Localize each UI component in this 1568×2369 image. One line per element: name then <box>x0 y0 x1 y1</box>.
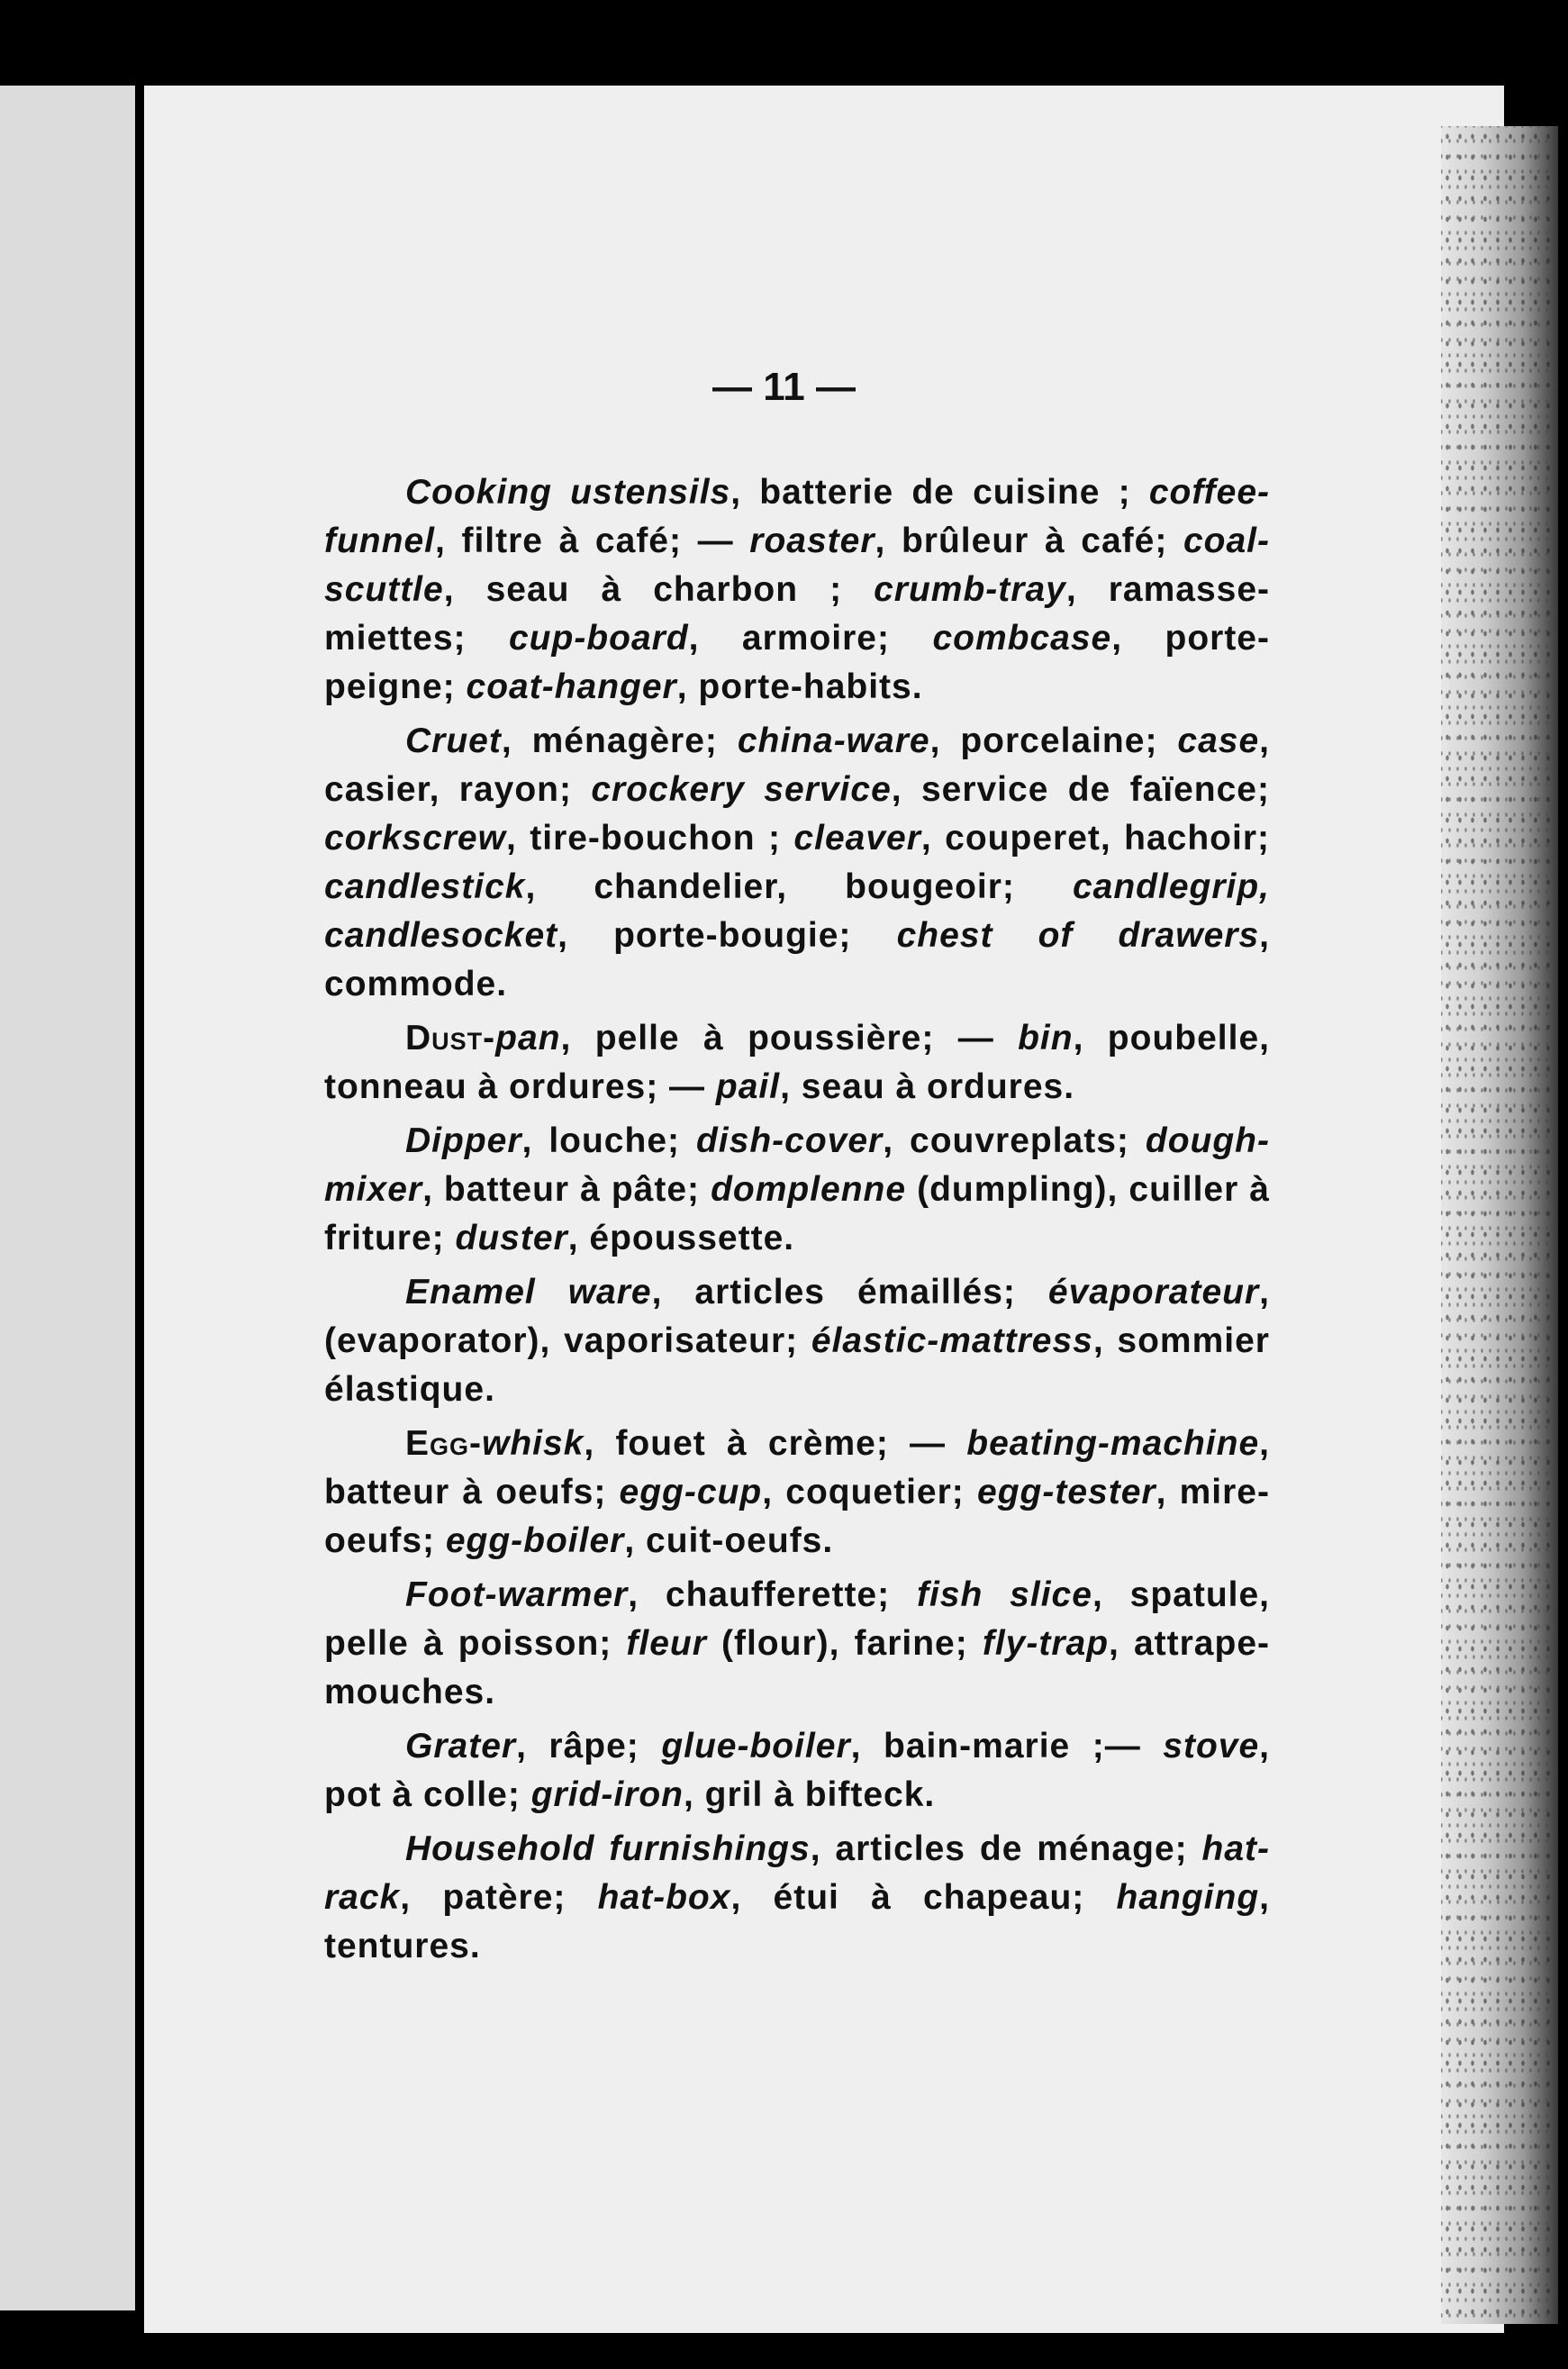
entry-term: candlegrip, candlesocket <box>324 867 1270 955</box>
entry-text: , armoire; <box>688 619 933 658</box>
entry-term: élastic-mattress <box>811 1321 1093 1360</box>
entry-term: hat-box <box>597 1878 731 1917</box>
entry-term: évaporateur <box>1047 1273 1260 1312</box>
entry-text: , fouet à crème; — <box>584 1424 967 1463</box>
entry-text: , porte-bougie; <box>557 916 897 955</box>
entry-text: , cuit-oeufs. <box>624 1521 834 1560</box>
entry-text: , commode. <box>324 916 1270 1003</box>
entry-term: chest of drawers <box>896 916 1260 955</box>
entry-text: , couperet, hachoir; <box>920 819 1270 858</box>
entry-term: Cooking ustensils <box>405 473 731 512</box>
dictionary-entry <box>324 717 1270 1009</box>
entry-text: , bain-marie ;— <box>850 1727 1164 1765</box>
entry-text: , mire-oeufs; <box>324 1473 1270 1560</box>
entry-term: Enamel ware <box>405 1273 652 1312</box>
dictionary-entry <box>324 1420 1270 1566</box>
entry-term: Dipper <box>405 1121 522 1160</box>
entry-text: , louche; <box>521 1121 696 1160</box>
entry-term-caps: Dust <box>405 1019 484 1057</box>
entry-term: fleur <box>626 1624 707 1663</box>
entry-text: (dumpling), cuiller à friture; <box>324 1170 1270 1257</box>
entry-term: cleaver <box>793 819 921 858</box>
entry-term: cup-board <box>508 619 689 658</box>
entry-term: coffee-funnel <box>324 473 1270 560</box>
entry-term: crockery service <box>591 770 892 809</box>
entry-text: - <box>469 1424 483 1463</box>
entry-text: , seau à ordures. <box>780 1067 1075 1106</box>
dictionary-entry <box>324 1268 1270 1414</box>
entry-term: beating-machine <box>966 1424 1260 1463</box>
dictionary-entry <box>324 1825 1270 1971</box>
entry-term: pail <box>715 1067 781 1106</box>
entry-text: , gril à bifteck. <box>684 1775 936 1814</box>
entry-text: , étui à chapeau; <box>730 1878 1117 1917</box>
entry-term: whisk <box>482 1424 585 1463</box>
entry-term: case <box>1177 722 1260 760</box>
page-number: — 11 — <box>712 365 856 409</box>
book-spine-shadow <box>1441 126 1558 2324</box>
entry-text: , chaufferette; <box>628 1575 917 1614</box>
entry-text: - <box>483 1019 496 1057</box>
entry-term: hat-rack <box>324 1829 1270 1917</box>
entry-term: fish slice <box>916 1575 1092 1614</box>
entry-text: , attrape-mouches. <box>324 1624 1270 1711</box>
entry-term: coal-scuttle <box>324 522 1270 609</box>
entry-text: , service de faïence; <box>891 770 1270 809</box>
entry-term: Foot-warmer <box>405 1575 629 1614</box>
entry-text: (flour), farine; <box>706 1624 983 1663</box>
entry-term: coat-hanger <box>466 667 677 706</box>
entry-text: , sommier élastique. <box>324 1321 1270 1409</box>
entry-text: , pot à colle; <box>324 1727 1271 1814</box>
entry-term: grid-iron <box>530 1775 684 1814</box>
entry-text: , articles émaillés; <box>651 1273 1048 1312</box>
entry-text: , porcelaine; <box>929 722 1178 760</box>
entry-term: corkscrew <box>324 819 506 858</box>
entry-term: stove <box>1163 1727 1260 1765</box>
entry-text: , patère; <box>400 1878 598 1917</box>
entry-term: duster <box>455 1219 568 1257</box>
entry-term: egg-boiler <box>445 1521 625 1560</box>
entry-text: , ramasse-miettes; <box>324 570 1270 658</box>
entry-term: fly-trap <box>982 1624 1110 1663</box>
entry-text: , tire-bouchon ; <box>505 819 794 858</box>
entry-text: , pelle à poussière; — <box>560 1019 1019 1057</box>
entry-term: Household furnishings <box>405 1829 811 1868</box>
entry-text: , porte-habits. <box>676 667 923 706</box>
entry-term: bin <box>1018 1019 1074 1057</box>
entry-text: , articles de ménage; <box>810 1829 1202 1868</box>
entry-text: , époussette. <box>567 1219 795 1257</box>
entry-term: china-ware <box>737 722 930 760</box>
entry-text: , spatule, pelle à poisson; <box>324 1575 1271 1663</box>
entry-term-caps: Egg <box>405 1424 470 1463</box>
entry-term: pan <box>495 1019 561 1057</box>
dictionary-entry <box>324 468 1270 712</box>
entry-term: domplenne <box>711 1170 907 1209</box>
entry-term: candlestick <box>324 867 526 906</box>
entry-text: , casier, rayon; <box>324 722 1270 809</box>
entry-text: , batterie de cuisine ; <box>730 473 1149 512</box>
entry-text: , seau à charbon ; <box>443 570 875 609</box>
entry-term: egg-cup <box>619 1473 763 1511</box>
entry-text: , coquetier; <box>762 1473 978 1511</box>
entry-text: , batteur à oeufs; <box>324 1424 1270 1511</box>
entry-text: , ménagère; <box>501 722 738 760</box>
entry-term: dough-mixer <box>324 1121 1270 1209</box>
entry-term: dish-cover <box>695 1121 884 1160</box>
entry-term: Cruet <box>405 722 502 760</box>
entry-text: , poubelle, tonneau à ordures; — <box>324 1019 1270 1106</box>
entry-term: roaster <box>749 522 875 560</box>
entry-text: , (evaporator), vaporisateur; <box>324 1273 1270 1360</box>
entry-text: , batteur à pâte; <box>422 1170 711 1209</box>
entry-term: glue-boiler <box>661 1727 851 1765</box>
dictionary-entry <box>324 1571 1270 1717</box>
dictionary-entry <box>324 1014 1270 1112</box>
dictionary-entry <box>324 1722 1270 1820</box>
entry-text: , filtre à café; — <box>434 522 750 560</box>
entry-text: , porte-peigne; <box>324 619 1270 706</box>
entry-term: combcase <box>932 619 1112 658</box>
body-text <box>324 468 1270 1976</box>
entry-text: , tentures. <box>324 1878 1270 1965</box>
entry-text: , râpe; <box>516 1727 662 1765</box>
entry-text: , chandelier, bougeoir; <box>525 867 1073 906</box>
previous-page-edge <box>0 86 135 2310</box>
entry-text: , couvreplats; <box>883 1121 1146 1160</box>
entry-text: , brûleur à café; <box>875 522 1183 560</box>
dictionary-entry <box>324 1117 1270 1263</box>
entry-term: Grater <box>405 1727 517 1765</box>
entry-term: hanging <box>1116 1878 1260 1917</box>
entry-term: crumb-tray <box>874 570 1066 609</box>
entry-term: egg-tester <box>977 1473 1156 1511</box>
